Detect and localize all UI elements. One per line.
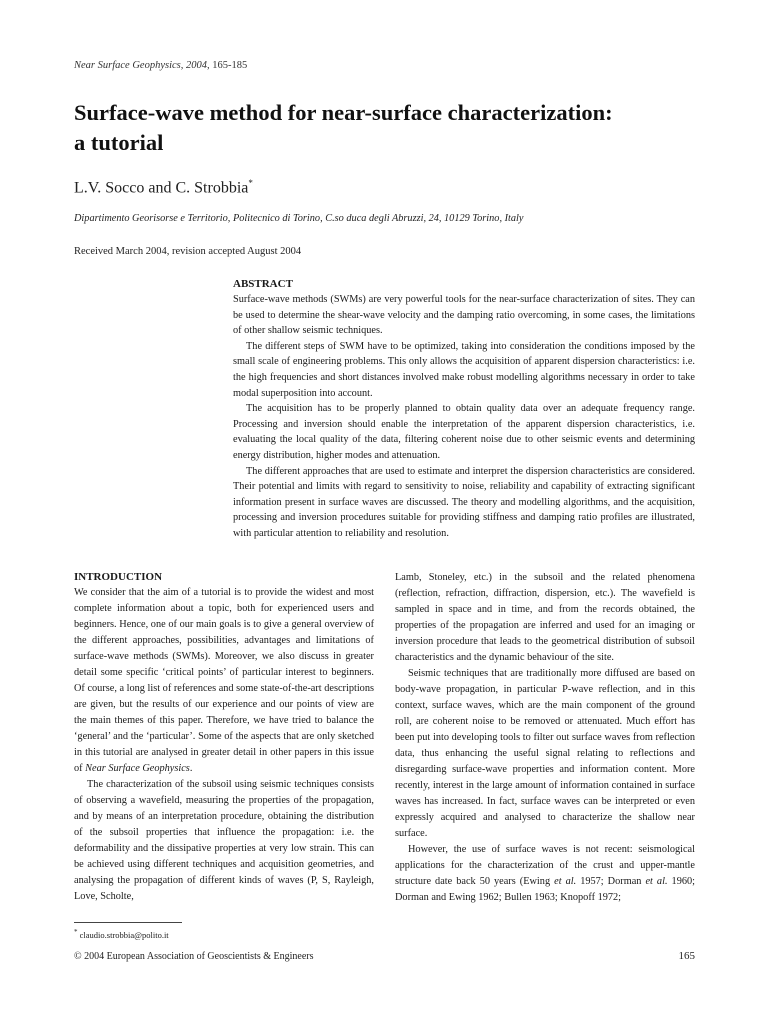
footnote-divider (74, 922, 182, 923)
body-paragraph (395, 842, 695, 906)
body-paragraph: The characterization of the subsoil using seismic techniques consists of observing a wavefield, measuring the properties of the propagation, and by means of an interpretation procedure, obtaining the distribution of the subsoil properties that influence the propagation: i.e. the deformability and the dissipative properties at very low strain. This can be achieved using different techniques and acquisition geometries, and analysing the propagation of different kinds of waves (P, S, Rayleigh, Love, Scholte, (74, 779, 374, 902)
intro-p1-end: . (189, 763, 193, 774)
received-date: Received March 2004, revision accepted August 2004 (74, 246, 302, 257)
abstract-paragraph: The different steps of SWM have to be optimized, taking into consideration the conditions imposed by the small scale of engineering problems. This only allows the acquisition of apparent dispersion characteristics: i.e. the high frequencies and short distances involved make robust modelling algorithms necessary in order to take modal superposition into account. (233, 340, 695, 399)
copyright-notice: © 2004 European Association of Geoscientists & Engineers (74, 951, 314, 962)
body-column-right (395, 570, 695, 906)
journal-pages: 165-185 (209, 60, 248, 71)
journal-year: , 2004, (180, 60, 210, 71)
p3-text-c: 1960; Dorman and Ewing 1962; Bullen 1963; Knopoff 1972; (395, 876, 695, 903)
abstract-paragraph: Surface-wave methods (SWMs) are very powerful tools for the near-surface characterization of sites. They can be used to determine the shear-wave velocity and the damping ratio overcoming, in some cases, the limitations of other shallow seismic techniques. (233, 294, 695, 337)
journal-reference: Near Surface Geophysics (85, 763, 190, 774)
paper-title (74, 98, 714, 158)
body-paragraph (74, 585, 374, 777)
et-al-2: et al. (645, 876, 668, 887)
authors (74, 178, 253, 197)
title-line-1: Surface-wave method for near-surface characterization: (74, 100, 613, 125)
title-line-2: a tutorial (74, 130, 164, 155)
footnote-email: claudio.strobbia@polito.it (77, 929, 169, 940)
footnote (74, 928, 169, 940)
body-paragraph: Seismic techniques that are traditionally more diffused are based on body-wave propagation, in particular P-wave reflection, and in this context, surface waves, which are the main component of the ground roll, are coherent noise to be removed or attenuated. Much effort has been put into developing tools to filter out surface waves from reflection data, thus enhancing the useful signal relating to reflections and disregarding surface-wave properties and information content. More recently, interest in the large amount of information contained in surface waves has increased. In fact, surface waves can be interpreted or even expressly acquired and analysed to characterize the shallow near surface. (395, 668, 695, 839)
body-paragraph: Lamb, Stoneley, etc.) in the subsoil and the related phenomena (reflection, refraction, diffraction, dispersion, etc.). The wavefield is sampled in space and in time, and from the records obtained, the properties of the propagation are inferred and used for an imaging or inversion procedure that leads to the geometrical distribution of subsoil characteristics and the dynamic behaviour of the site. (395, 572, 695, 663)
body-column-left (74, 570, 374, 905)
journal-citation (74, 60, 247, 71)
abstract-heading: ABSTRACT (233, 278, 293, 290)
abstract-paragraph: The acquisition has to be properly planned to obtain quality data over an adequate frequency range. Processing and inversion should enable the interpretation of the apparent dispersion characteristics, i.e. evaluating the local quality of the data, filtering coherent noise due to other seismic events and determining energy distribution, higher modes and attenuation. (233, 403, 695, 461)
abstract-paragraph: The different approaches that are used to estimate and interpret the dispersion characteristics are considered. Their potential and limits with regard to sensitivity to noise, reliability and capability of extracting significant information present in surface waves are discussed. The theory and modelling algorithms, and the acquisition, processing and inversion procedures suitable for providing stiffness and damping ratio profiles are illustrated, with particular attention to reliability and resolution. (233, 465, 695, 539)
page-number: 165 (678, 950, 695, 962)
p3-text-b: 1957; Dorman (576, 876, 646, 887)
footnote-mark: * (74, 928, 78, 936)
introduction-heading: INTRODUCTION (74, 571, 163, 583)
p3-text-a: However, the use of surface waves is not recent: seismological applications for the characterization of the crust and upper-mantle structure date back 50 years (Ewing (395, 844, 695, 887)
intro-p1-text: We consider that the aim of a tutorial is to provide the widest and most complete information about a topic, both for experienced users and beginners. Hence, one of our main goals is to give a general overview of the different approaches, possibilities, advantages and limitations of surface-wave methods (SWMs). Moreover, we also discuss in greater detail some specific ‘critical points’ of particular interest to beginners. Of course, a long list of references and some state-of-the-art descriptions are given, but the results of our experience and our points of view are the main themes of this paper. Therefore, we have tried to balance the ‘general’ and the ‘particular’. Some of the aspects that are only sketched in this tutorial are analysed in greater detail in other papers in this issue of (74, 587, 374, 774)
journal-name: Near Surface Geophysics (74, 60, 181, 71)
affiliation: Dipartimento Georisorse e Territorio, Politecnico di Torino, C.so duca degli Abruzzi, 24, 10129 Torino, Italy (74, 213, 524, 224)
et-al-1: et al. (554, 876, 577, 887)
author-names: L.V. Socco and C. Strobbia (74, 179, 249, 197)
abstract-section (233, 277, 695, 542)
author-footnote-mark: * (248, 178, 253, 188)
